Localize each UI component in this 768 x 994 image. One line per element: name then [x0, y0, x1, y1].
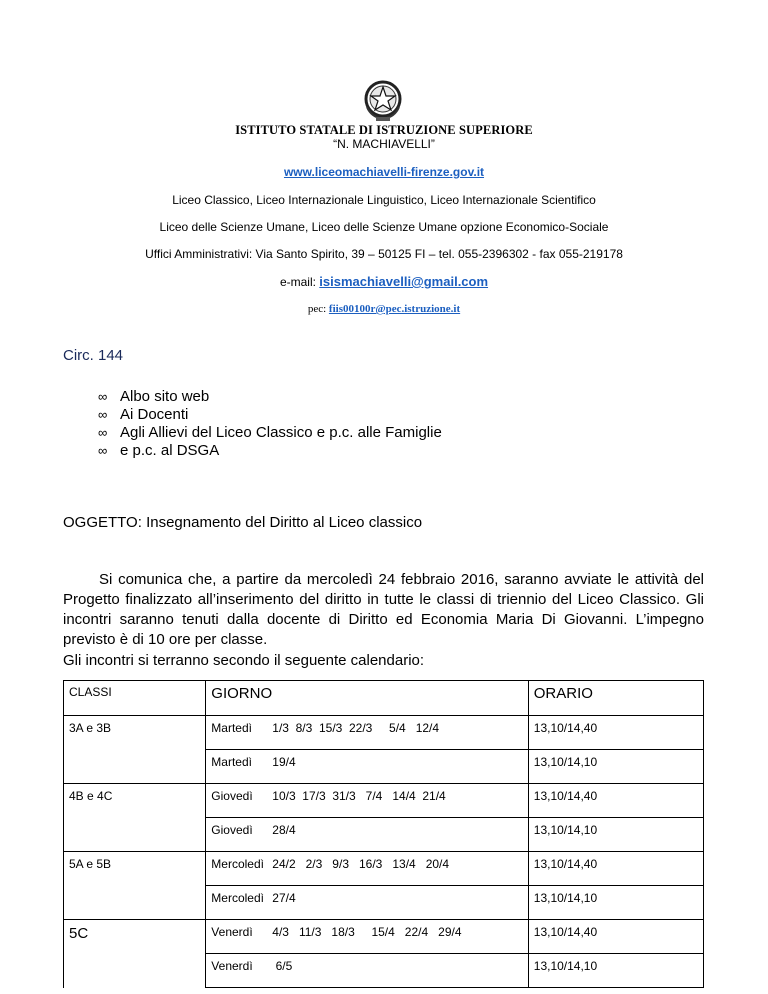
pec-label: pec: [307, 303, 329, 315]
school-title: ISTITUTO STATALE DI ISTRUZIONE SUPERIORE [235, 123, 533, 137]
cell-orario: 13,10/14,10 [528, 818, 703, 852]
cell-orario: 13,10/14,10 [528, 954, 703, 988]
cell-classe: 3A e 3B [64, 716, 206, 784]
email-label: e-mail: [279, 275, 320, 289]
circular-number: Circ. 144 [63, 347, 124, 364]
cell-date: 1/3 8/3 15/3 22/3 5/4 12/4 [267, 716, 528, 750]
cell-giorno: Mercoledì [206, 886, 267, 920]
website-link[interactable]: www.liceomachiavelli-firenze.gov.it [283, 165, 485, 179]
pec-row [0, 303, 768, 315]
header-giorno: GIORNO [206, 681, 528, 716]
cell-giorno: Venerdì [206, 954, 267, 988]
cell-orario: 13,10/14,40 [528, 920, 703, 954]
table-row [64, 716, 704, 750]
italian-republic-emblem-icon [361, 77, 405, 123]
cell-orario: 13,10/14,40 [528, 784, 703, 818]
calendar-intro: Gli incontri si terranno secondo il seguente calendario: [63, 652, 425, 669]
cell-giorno: Giovedì [206, 818, 267, 852]
list-item: ∞ e p.c. al DSGA [98, 442, 220, 459]
table-row [64, 920, 704, 954]
table-row [64, 852, 704, 886]
subject-line: OGGETTO: Insegnamento del Diritto al Liceo classico [63, 514, 423, 531]
cell-classe: 4B e 4C [64, 784, 206, 852]
school-address: Uffici Amministrativi: Via Santo Spirito, 39 – 50125 FI – tel. 055-2396302 - fax 055-219178 [145, 247, 623, 261]
cell-orario: 13,10/14,40 [528, 716, 703, 750]
cell-date: 24/2 2/3 9/3 16/3 13/4 20/4 [267, 852, 528, 886]
bullet-icon: ∞ [98, 425, 108, 440]
bullet-icon: ∞ [98, 389, 108, 404]
cell-classe: 5C [64, 920, 206, 988]
header-classi: CLASSI [64, 681, 206, 716]
cell-classe: 5A e 5B [64, 852, 206, 920]
pec-link[interactable]: fiis00100r@pec.istruzione.it [328, 303, 461, 315]
calendar-table [63, 680, 704, 988]
school-name: “N. MACHIAVELLI” [333, 137, 435, 151]
email-link[interactable]: isismachiavelli@gmail.com [319, 274, 489, 289]
list-item: ∞ Albo sito web [98, 388, 210, 405]
header-orario: ORARIO [528, 681, 703, 716]
recipients-list [98, 388, 442, 460]
cell-date: 28/4 [267, 818, 528, 852]
cell-giorno: Venerdì [206, 920, 267, 954]
school-courses-line-2: Liceo delle Scienze Umane, Liceo delle Scienze Umane opzione Economico-Sociale [159, 220, 609, 234]
school-courses-line: Liceo Classico, Liceo Internazionale Linguistico, Liceo Internazionale Scientifico [172, 193, 596, 207]
cell-giorno: Martedì [206, 750, 267, 784]
cell-orario: 13,10/14,10 [528, 886, 703, 920]
table-row [64, 784, 704, 818]
list-item: ∞ Agli Allievi del Liceo Classico e p.c. alle Famiglie [98, 424, 442, 441]
table-header-row [64, 681, 704, 716]
cell-date: 6/5 [267, 954, 528, 988]
cell-giorno: Giovedì [206, 784, 267, 818]
body-paragraph: Si comunica che, a partire da mercoledì 24 febbraio 2016, saranno avviate le attività del Progetto finalizzato all’inserimento del diritto in tutte le classi di triennio del Liceo Classico. Gli incontri saranno tenuti dalla docente di Diritto ed Economia Maria Di Giovanni. L’impegno previsto è di 10 ore per classe. [63, 571, 704, 648]
bullet-icon: ∞ [98, 443, 108, 458]
cell-date: 19/4 [267, 750, 528, 784]
cell-date: 4/3 11/3 18/3 15/4 22/4 29/4 [267, 920, 528, 954]
cell-date: 27/4 [267, 886, 528, 920]
list-item: ∞ Ai Docenti [98, 406, 189, 423]
cell-giorno: Martedì [206, 716, 267, 750]
cell-orario: 13,10/14,10 [528, 750, 703, 784]
cell-date: 10/3 17/3 31/3 7/4 14/4 21/4 [267, 784, 528, 818]
cell-giorno: Mercoledì [206, 852, 267, 886]
email-row [0, 274, 768, 289]
bullet-icon: ∞ [98, 407, 108, 422]
cell-orario: 13,10/14,40 [528, 852, 703, 886]
